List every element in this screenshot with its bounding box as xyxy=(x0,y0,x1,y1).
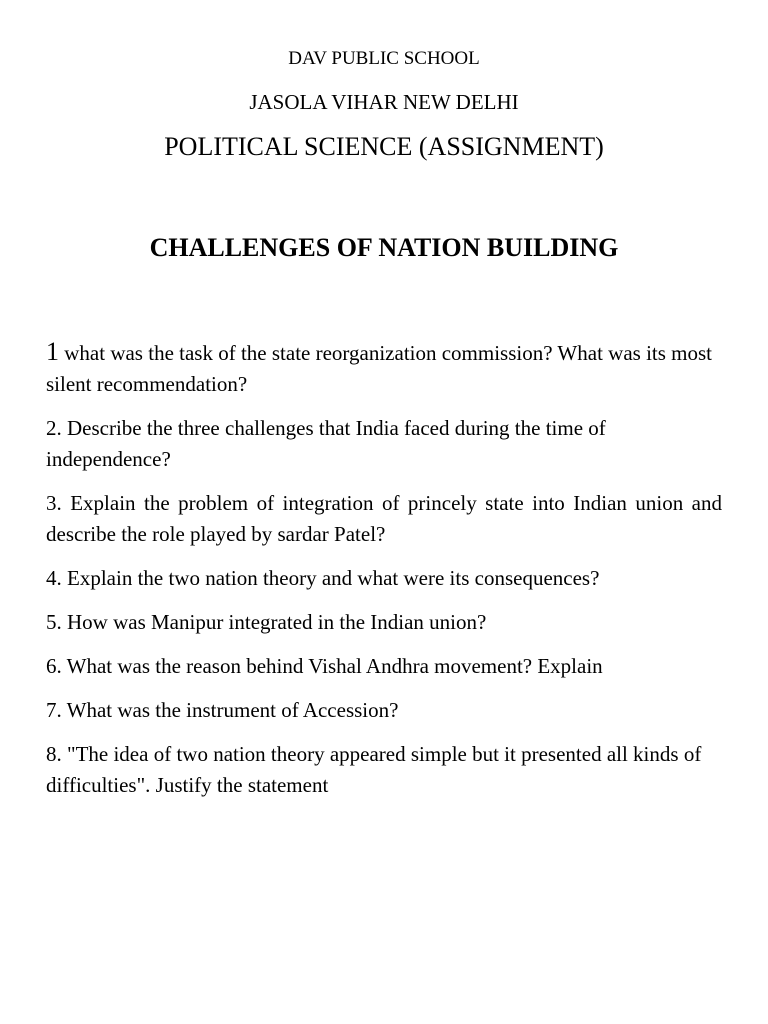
school-location: JASOLA VIHAR NEW DELHI xyxy=(249,90,519,114)
question-number: 7. xyxy=(46,698,62,722)
question-number: 3. xyxy=(46,491,62,515)
question-number: 4. xyxy=(46,566,62,590)
question-text: What was the instrument of Accession? xyxy=(66,698,399,722)
question-list xyxy=(46,336,722,814)
question-item xyxy=(46,739,722,801)
question-item xyxy=(46,607,722,638)
subject-heading: POLITICAL SCIENCE (ASSIGNMENT) xyxy=(164,132,604,161)
question-text: Describe the three challenges that India faced during the time of independence? xyxy=(46,416,606,471)
question-number: 6. xyxy=(46,654,62,678)
question-text: what was the task of the state reorganization commission? What was its most silent recommendation? xyxy=(46,341,712,396)
question-text: What was the reason behind Vishal Andhra movement? Explain xyxy=(66,654,603,678)
question-text: How was Manipur integrated in the Indian union? xyxy=(67,610,487,634)
question-number: 1 xyxy=(46,337,59,366)
question-number: 2. xyxy=(46,416,62,440)
question-text: Explain the problem of integration of princely state into Indian union and describe the role played by sardar Patel? xyxy=(46,491,722,546)
question-item xyxy=(46,413,722,475)
question-text: "The idea of two nation theory appeared simple but it presented all kinds of difficulties". Justify the statement xyxy=(46,742,702,797)
question-item xyxy=(46,336,722,400)
assignment-title: CHALLENGES OF NATION BUILDING xyxy=(149,233,619,262)
question-number: 5. xyxy=(46,610,62,634)
question-text: Explain the two nation theory and what were its consequences? xyxy=(67,566,600,590)
question-item xyxy=(46,563,722,594)
question-item xyxy=(46,695,722,726)
question-number: 8. xyxy=(46,742,62,766)
question-item xyxy=(46,488,722,550)
question-item xyxy=(46,651,722,682)
school-name: DAV PUBLIC SCHOOL xyxy=(288,48,480,69)
